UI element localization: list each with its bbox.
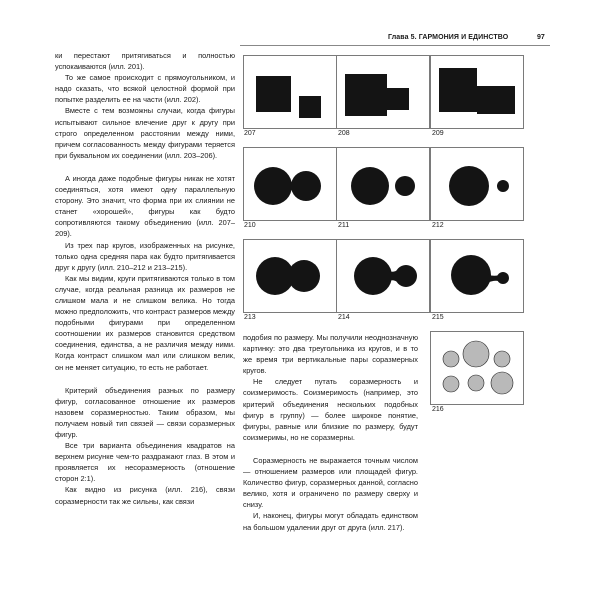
- figure-label-212: 212: [432, 222, 444, 229]
- figure-label-216: 216: [432, 406, 444, 413]
- paragraph: подобия по размеру. Мы получили неоднозначную картинку: это два треугольника из кругов, и в то же время три вертикальные пары соразмерных кругов.: [243, 333, 418, 376]
- two-circles-very-different-illustration: [431, 148, 523, 220]
- figure-label-207: 207: [244, 130, 256, 137]
- figure-label-214: 214: [338, 314, 350, 321]
- squares-touching-illustration: [337, 56, 429, 128]
- merged-circles-proportional-illustration: [337, 240, 429, 312]
- figure-207: [243, 55, 337, 129]
- chapter-header: Глава 5. ГАРМОНИЯ И ЕДИНСТВО: [388, 34, 509, 41]
- paragraph: Как видно из рисунка (илл. 216), связи соразмерности так же сильны, как связи: [55, 485, 235, 506]
- left-text-column: [55, 50, 235, 507]
- figure-216: [430, 331, 524, 405]
- figure-label-209: 209: [432, 130, 444, 137]
- figure-label-208: 208: [338, 130, 350, 137]
- merged-circles-very-different-illustration: [431, 240, 523, 312]
- squares-merged-illustration: [431, 56, 523, 128]
- figure-213: [243, 239, 337, 313]
- figure-209: [430, 55, 524, 129]
- header-rule: [240, 45, 550, 46]
- paragraph: И, наконец, фигуры могут обладать единством на большом удалении друг от друга (илл. 217).: [243, 511, 418, 532]
- middle-text-column: [243, 332, 418, 533]
- figure-label-215: 215: [432, 314, 444, 321]
- paragraph: Из трех пар кругов, изображенных на рисунке, только одна средняя пара как будто притягивается друг к другу (илл. 210–212 и 213–215).: [55, 240, 235, 272]
- paragraph: ки перестают притягиваться и полностью успокаиваются (илл. 201).: [55, 51, 235, 72]
- figure-label-213: 213: [244, 314, 256, 321]
- figure-208: [336, 55, 430, 129]
- paragraph: А иногда даже подобные фигуры никак не хотят соединяться, хотя имеют одну параллельную сторону. Это значит, что форма при их слиянии не станет «хорошей», фигуры как будто сопротивляются такому объединению (илл. 207–209).: [55, 173, 235, 239]
- paragraph: Как мы видим, круги притягиваются только в том случае, когда реальная разница их размеров не слишком мала и не слишком велика. Но тогда можно предположить, что контраст размеров между подобными фигурами при определенном соотношении их размеров становится средством соединения, единства, а не различия между ними. Когда контраст слишком мал или слишком велик, он не меняет ситуацию, то есть не работает.: [55, 273, 235, 372]
- figure-210: [243, 147, 337, 221]
- paragraph: Критерий объединения разных по размеру фигур, согласованное отношение их размеров назовем соразмерностью. Таким образом, мы получаем новый тип связей — связи соразмерных фигур.: [55, 385, 235, 439]
- figure-label-211: 211: [338, 222, 350, 229]
- figure-212: [430, 147, 524, 221]
- figure-211: [336, 147, 430, 221]
- paragraph: Не следует путать соразмерность и соизмеримость. Соизмеримость (например, это критерий объединения нескольких подобных фигур в группу) — более широкое понятие, фигуры, равные или близкие по размеру, будут соизмеримы, но не соразмерны.: [243, 377, 418, 442]
- squares-separated-illustration: [244, 56, 336, 128]
- figure-214: [336, 239, 430, 313]
- grey-circles-group-illustration: [431, 332, 523, 404]
- two-circles-near-equal-illustration: [244, 148, 336, 220]
- page-number: 97: [537, 34, 545, 41]
- two-circles-proportional-illustration: [337, 148, 429, 220]
- paragraph: Вместе с тем возможны случаи, когда фигуры испытывают сильное влечение друг к другу при строго определенном расстоянии между ними, причем согласованность между фигурами теряется при буквальном их соединении (илл. 203–206).: [55, 106, 235, 160]
- paragraph: Соразмерность не выражается точным числом — отношением размеров или площадей фигур. Количество фигур, соразмерных данной, согласно велико, хотя и ограничено по размеру сверху и снизу.: [243, 455, 418, 510]
- figure-label-210: 210: [244, 222, 256, 229]
- figure-215: [430, 239, 524, 313]
- paragraph: Все три варианта объединения квадратов на верхнем рисунке чем-то раздражают глаз. В этом и проявляется их несоразмерность (отношение сторон 2:1).: [55, 441, 235, 484]
- merged-circles-near-equal-illustration: [244, 240, 336, 312]
- paragraph: То же самое происходит с прямоугольником, и надо сказать, что всякой целостной формой при попытке разделить ее на части (илл. 202).: [55, 73, 235, 105]
